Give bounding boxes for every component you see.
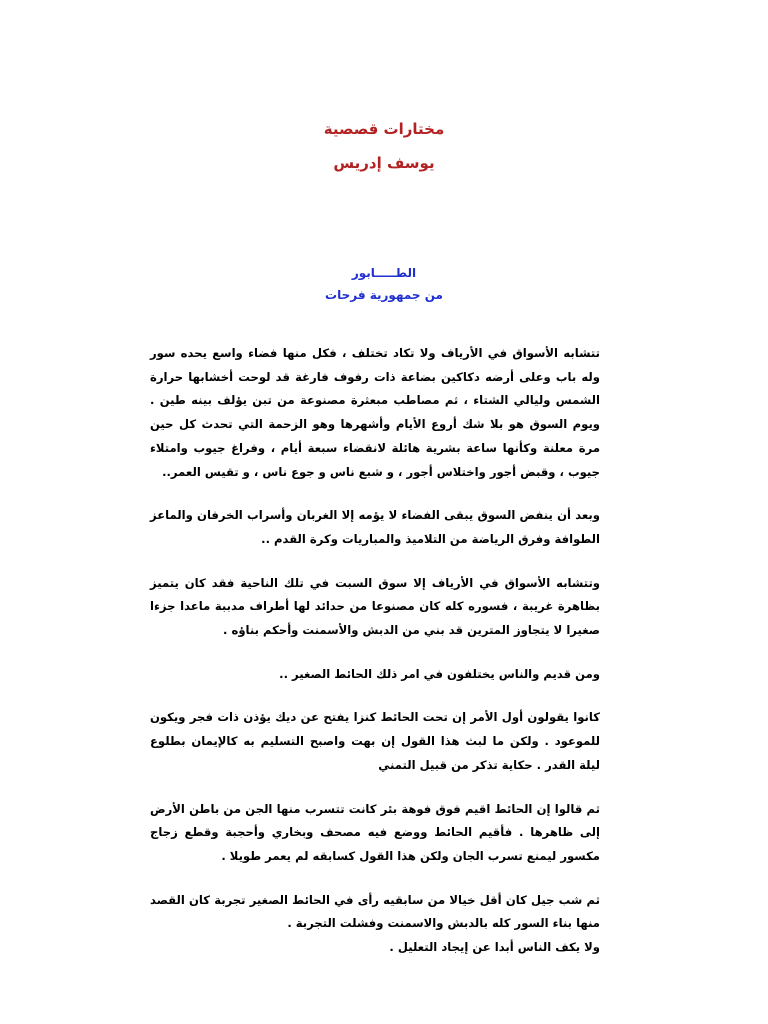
story-source: من جمهورية فرحات (325, 288, 443, 302)
book-title: مختارات قصصية (323, 120, 445, 138)
author-name: يوسف إدريس (333, 154, 435, 172)
paragraph: ثم قالوا إن الحائط اقيم فوق فوهة بئر كانت تتسرب منها الجن من باطن الأرض إلى ظاهرها . فأقيم الحائط ووضع فيه مصحف وبخاري وأحجبة وقطع زجاج مكسور ليمنع تسرب الجان ولكن هذا القول كسابقه لم يعمر طويلا . (150, 801, 600, 863)
story-title: الطـــــابور (351, 266, 417, 280)
paragraph: ومن قديم والناس يختلفون في امر ذلك الحائط الصغير .. (279, 666, 600, 681)
paragraph: وبعد أن ينفض السوق يبقى الفضاء لا يؤمه إلا الغربان وأسراب الخرفان والماعز الطوافة وفرق الرياضة من التلاميذ والمباريات وكرة القدم .. (150, 508, 600, 546)
closing-line: ولا يكف الناس أبدا عن إيجاد التعليل . (389, 940, 600, 955)
paragraph: تتشابه الأسواق في الأرياف ولا تكاد تختلف ، فكل منها فضاء واسع يحده سور وله باب وعلى أرضه دكاكين بضاعة ذات رفوف فارغة قد لوحت أخشابها حرارة الشمس وليالي الشتاء ، ثم مصاطب مبعثرة مصنوعة من تبن يؤلف بينه طين . ويوم السوق هو بلا شك أروع الأيام وأشهرها وهو الزحمة التي تحدث كل حين مرة معلنة وكأنها ساعة بشرية هائلة لانقضاء سبعة أيام ، وفراغ جيوب وامتلاء جيوب ، وقبض أجور واختلاس أجور ، و شبع ناس و جوع ناس ، و تقيس العمر.. (150, 346, 600, 479)
paragraph: ثم شب جيل كان أقل خيالا من سابقيه رأى في الحائط الصغير تجربة كان القصد منها بناء السور كله بالدبش والاسمنت وفشلت التجربة . (150, 892, 600, 931)
paragraph: وتتشابه الأسواق في الأرياف إلا سوق السبت في تلك الناحية فقد كان يتميز بظاهرة غريبة ، فسوره كله كان مصنوعا من حدائد لها أطراف مدببة ماعدا جزءا صغيرا لا يتجاوز المترين قد بني من الدبش والأسمنت وأحكم بناؤه . (150, 575, 600, 638)
title-block (0, 112, 768, 180)
story-body (150, 342, 600, 960)
story-heading (0, 262, 768, 306)
paragraph: كانوا يقولون أول الأمر إن تحت الحائط كنزا يفتح عن ديك يؤذن ذات فجر ويكون للموعود . ولكن ما لبث هذا القول إن بهت واصبح التسليم به كالإيمان بطلوع ليلة القدر . حكاية تذكر من قبيل التمني (150, 710, 600, 772)
